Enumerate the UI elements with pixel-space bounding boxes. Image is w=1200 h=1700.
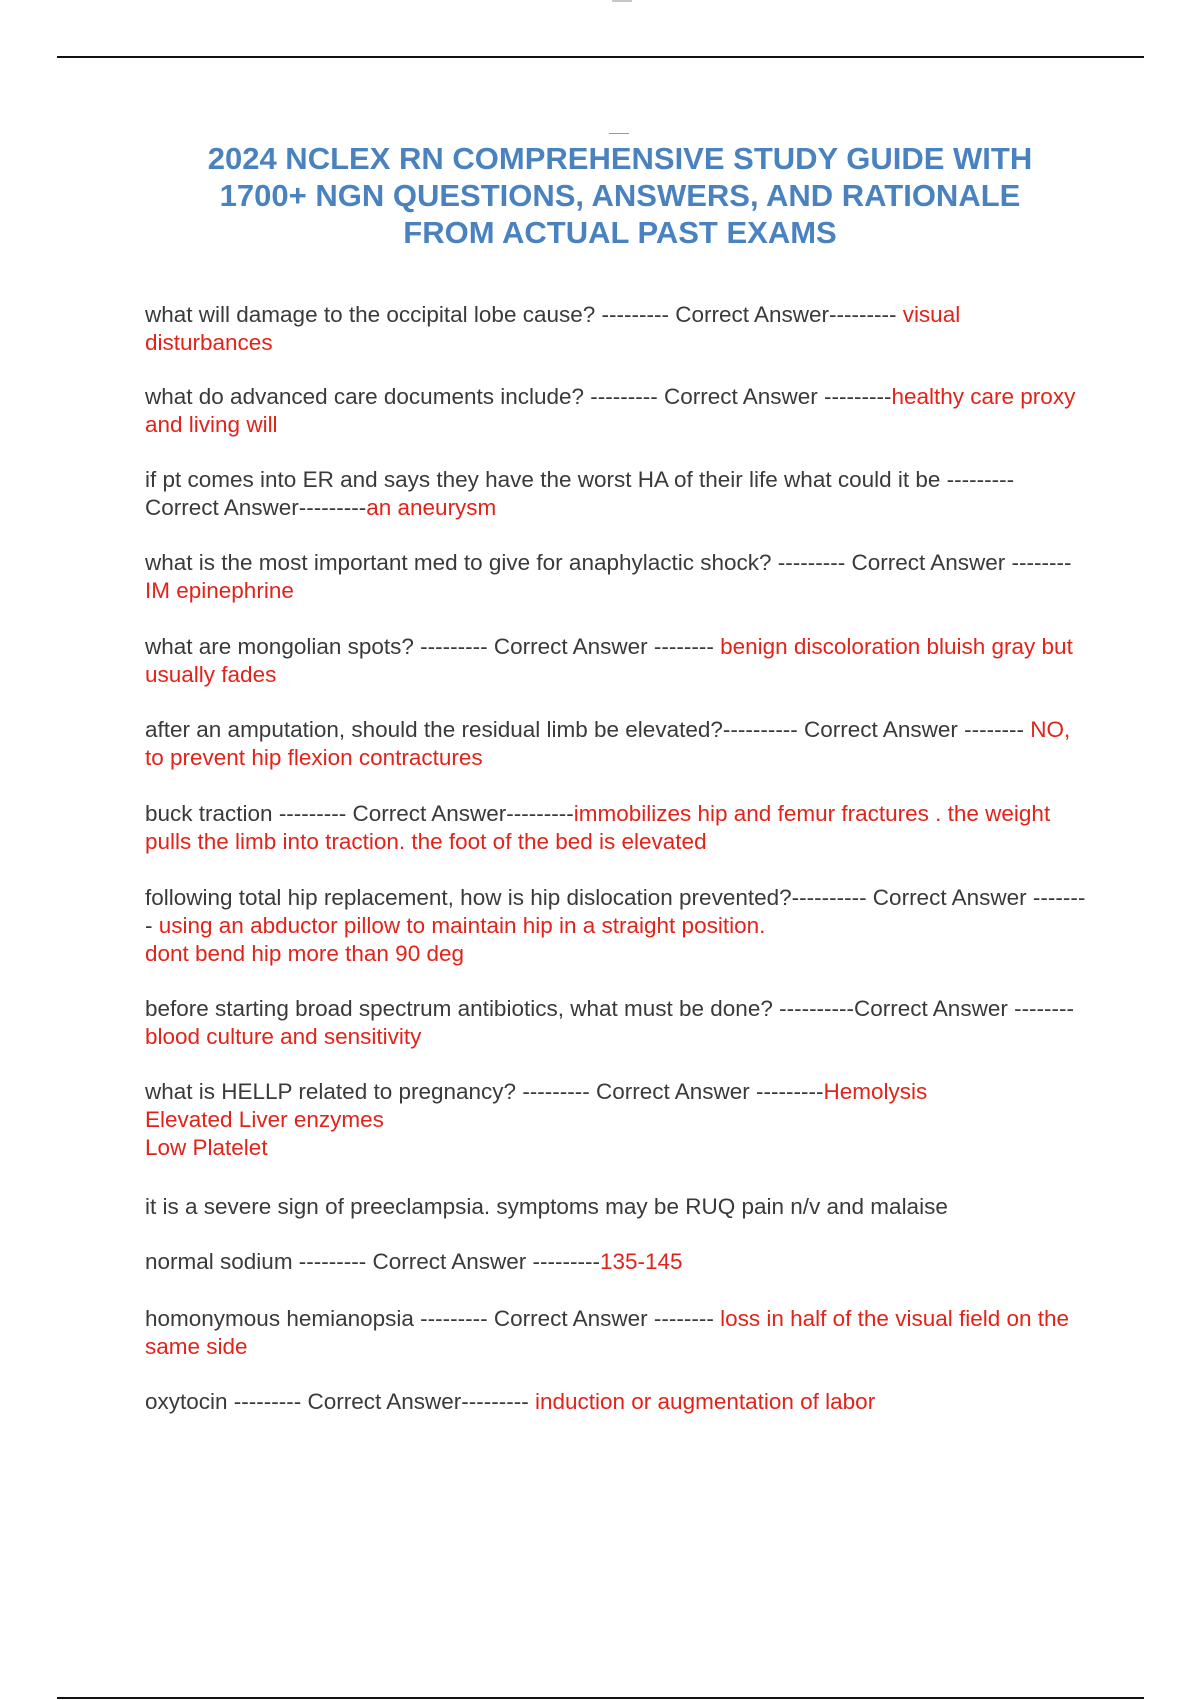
answer-text: Hemolysis: [823, 1079, 928, 1104]
qa-item: [145, 884, 1090, 968]
answer-text: immobilizes hip and femur fractures . the weight pulls the limb into traction. the foot of the bed is elevated: [145, 801, 1051, 854]
qa-item: [145, 800, 1090, 856]
question-text: what is the most important med to give for anaphylactic shock? --------- Correct Answer --------: [145, 550, 1072, 575]
answer-text: IM epinephrine: [145, 578, 294, 603]
answer-text: using an abductor pillow to maintain hip in a straight position.: [158, 913, 766, 938]
answer-text: an aneurysm: [366, 495, 497, 520]
question-text: before starting broad spectrum antibiotics, what must be done? ----------Correct Answer --------: [145, 996, 1075, 1021]
qa-item: [145, 301, 1090, 357]
title-line: FROM ACTUAL PAST EXAMS: [403, 215, 837, 250]
question-text: homonymous hemianopsia --------- Correct Answer --------: [145, 1306, 721, 1331]
answer-text: benign discoloration bluish gray but usually fades: [145, 634, 1073, 687]
qa-item: [145, 383, 1090, 439]
question-text: it is a severe sign of preeclampsia. symptoms may be RUQ pain n/v and malaise: [145, 1194, 948, 1219]
qa-item: [145, 549, 1090, 605]
qa-item: [145, 1305, 1090, 1361]
answer-text: Elevated Liver enzymes: [145, 1107, 384, 1132]
footer-rule: [57, 1697, 1144, 1699]
answer-text: loss in half of the visual field on the same side: [145, 1306, 1070, 1359]
title-line: 2024 NCLEX RN COMPREHENSIVE STUDY GUIDE WITH: [207, 141, 1033, 176]
answer-text: 135-145: [599, 1249, 683, 1274]
answer-text: healthy care proxy and living will: [145, 384, 1076, 437]
qa-item: [145, 1193, 1090, 1221]
qa-item: [145, 1248, 1090, 1276]
question-text: what do advanced care documents include? --------- Correct Answer ---------: [145, 384, 892, 409]
qa-item: [145, 995, 1090, 1051]
question-text: buck traction --------- Correct Answer---------: [145, 801, 574, 826]
qa-item: [145, 1388, 1090, 1416]
qa-item: [145, 1078, 1090, 1162]
question-text: normal sodium --------- Correct Answer ---------: [145, 1249, 600, 1274]
answer-text: NO, to prevent hip flexion contractures: [145, 717, 1071, 770]
answer-text: visual disturbances: [145, 302, 961, 355]
qa-item: [145, 633, 1090, 689]
answer-text: Low Platelet: [145, 1135, 268, 1160]
question-text: oxytocin --------- Correct Answer---------: [145, 1389, 535, 1414]
answer-text: blood culture and sensitivity: [145, 1024, 422, 1049]
top-page-mark: [612, 0, 632, 2]
qa-item: [145, 716, 1090, 772]
document-title: [140, 140, 1100, 251]
question-text: what will damage to the occipital lobe cause? --------- Correct Answer---------: [145, 302, 903, 327]
question-text: what is HELLP related to pregnancy? --------- Correct Answer ---------: [145, 1079, 824, 1104]
title-mark: [609, 133, 629, 134]
answer-text: dont bend hip more than 90 deg: [145, 941, 464, 966]
qa-item: [145, 466, 1090, 522]
answer-text: induction or augmentation of labor: [534, 1389, 876, 1414]
question-text: what are mongolian spots? --------- Correct Answer --------: [145, 634, 721, 659]
question-text: after an amputation, should the residual limb be elevated?---------- Correct Answer --------: [145, 717, 1031, 742]
title-line: 1700+ NGN QUESTIONS, ANSWERS, AND RATIONALE: [219, 178, 1021, 213]
header-rule: [57, 56, 1144, 58]
question-text: if pt comes into ER and says they have the worst HA of their life what could it be --------- Correct Answer---------: [145, 467, 1015, 520]
question-text: following total hip replacement, how is hip dislocation prevented?---------- Correct Answer --------: [145, 885, 1086, 938]
